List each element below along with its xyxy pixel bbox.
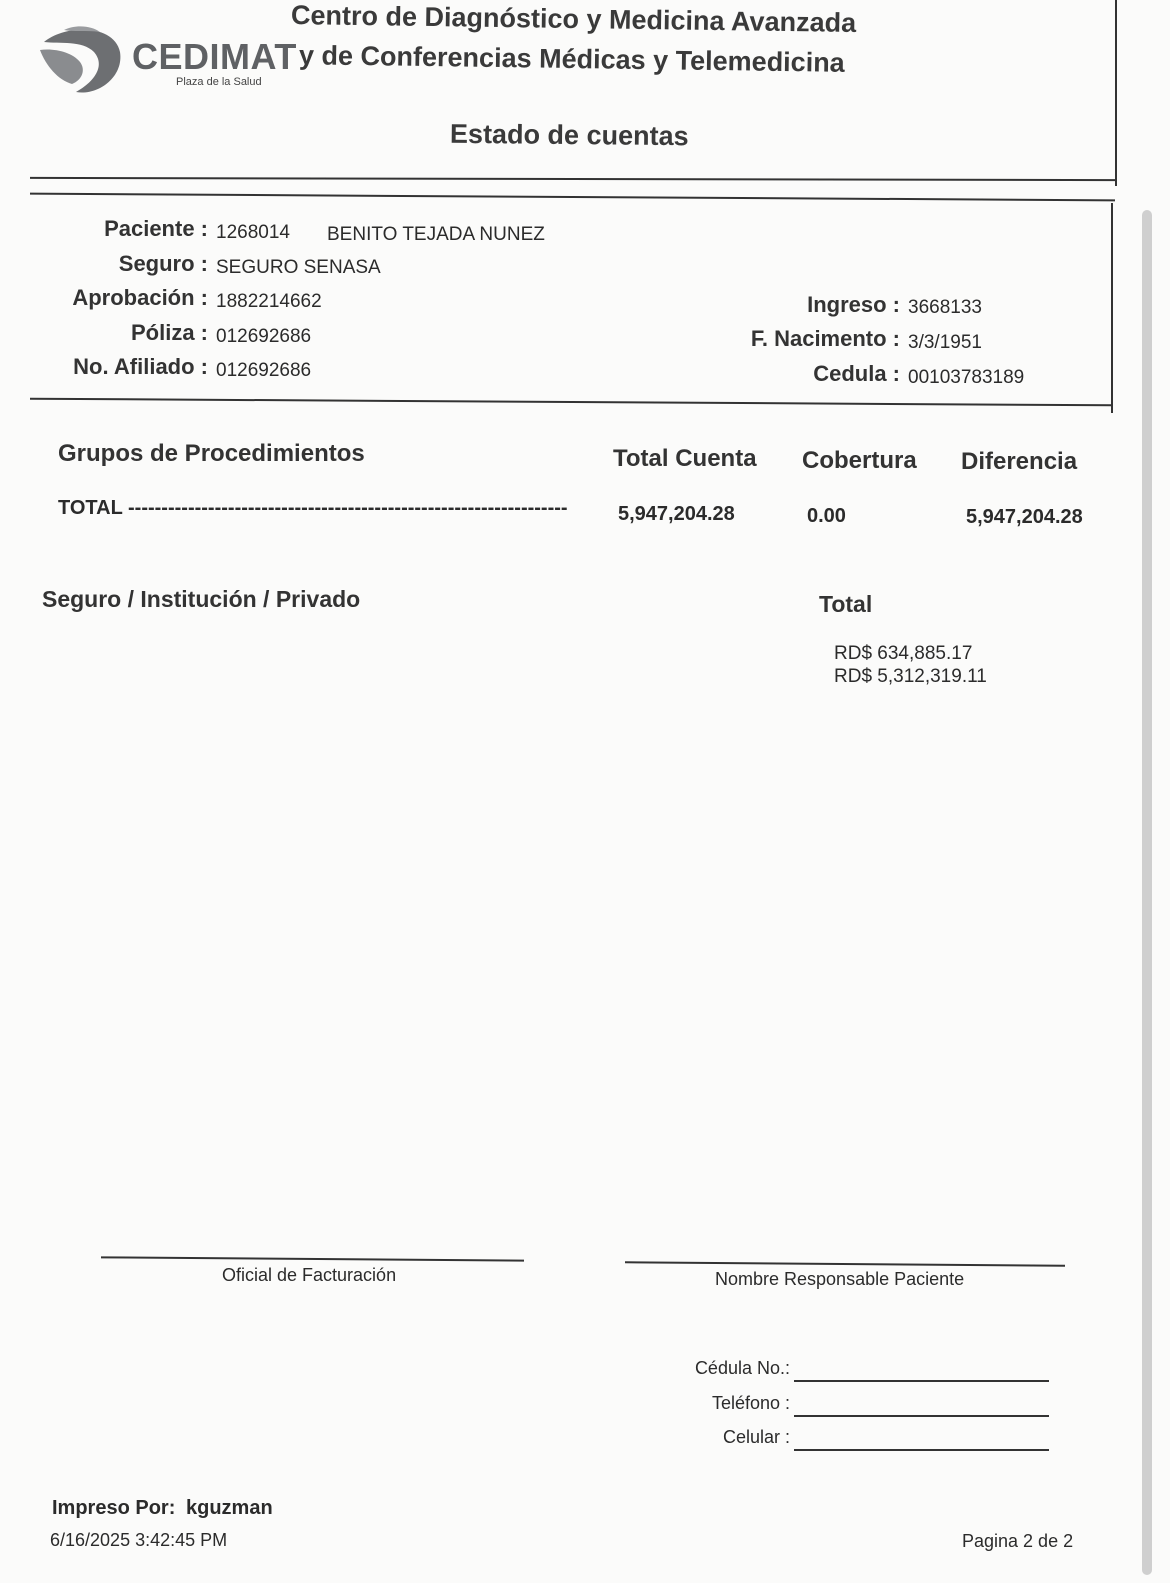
col-cobertura: Cobertura [802, 447, 917, 474]
cedimat-logo [36, 22, 297, 98]
header-border-right [1115, 0, 1117, 186]
telefono-line [794, 1415, 1049, 1417]
total-row-label: TOTAL ------------------------------------------------------------------ [58, 497, 568, 519]
payers-total-header: Total [819, 591, 873, 617]
patient-border-right [1111, 203, 1113, 413]
impreso-label: Impreso Por: [52, 1497, 176, 1519]
header-title-line2: y de Conferencias Médicas y Telemedicina [298, 40, 845, 78]
paciente-label: Paciente : [104, 216, 208, 241]
ingreso-value: 3668133 [908, 297, 982, 318]
aprobacion-value: 1882214662 [216, 291, 322, 312]
seguro-value: SEGURO SENASA [216, 257, 381, 278]
payers-header: Seguro / Institución / Privado [42, 586, 361, 612]
logo-text: CEDIMAT [132, 36, 297, 77]
signature-oficial-label: Oficial de Facturación [222, 1265, 397, 1285]
paciente-name: BENITO TEJADA NUNEZ [327, 224, 545, 245]
celular-line [794, 1449, 1049, 1451]
poliza-label: Póliza : [130, 320, 208, 345]
cedula-no-label: Cédula No.: [694, 1358, 790, 1378]
print-datetime: 6/16/2025 3:42:45 PM [50, 1530, 228, 1550]
signature-line-responsable [625, 1261, 1065, 1266]
impreso-user: kguzman [186, 1497, 273, 1519]
logo-swirl-icon [36, 22, 124, 98]
vertical-scrollbar[interactable] [1142, 210, 1152, 1575]
diferencia-value: 5,947,204.28 [966, 506, 1083, 528]
paciente-id: 1268014 [216, 222, 290, 243]
header-title-line1: Centro de Diagnóstico y Medicina Avanzada [290, 0, 857, 38]
cedula-no-line [794, 1380, 1049, 1382]
patient-border-bottom [30, 398, 1113, 407]
payer-amount-1: RD$ 634,885.17 [834, 643, 973, 664]
seguro-label: Seguro : [118, 251, 208, 276]
cedula-value: 00103783189 [908, 367, 1025, 388]
celular-label: Celular : [722, 1427, 790, 1447]
poliza-value: 012692686 [216, 326, 312, 347]
signature-line-oficial [101, 1256, 524, 1261]
patient-border-top [30, 193, 1115, 202]
logo-subtext: Plaza de la Salud [176, 76, 262, 88]
page-number: Pagina 2 de 2 [962, 1531, 1074, 1551]
header-border-bottom [30, 177, 1117, 181]
nacimiento-label: F. Nacimento : [750, 326, 900, 351]
payer-amount-2: RD$ 5,312,319.11 [834, 666, 987, 687]
signature-responsable-label: Nombre Responsable Paciente [715, 1269, 965, 1289]
cedula-label: Cedula : [813, 361, 900, 386]
nacimiento-value: 3/3/1951 [908, 332, 982, 353]
afiliado-value: 012692686 [216, 360, 312, 381]
document-title: Estado de cuentas [449, 118, 689, 152]
col-diferencia: Diferencia [961, 448, 1078, 475]
col-total-cuenta: Total Cuenta [613, 445, 757, 472]
aprobacion-label: Aprobación : [72, 285, 208, 310]
telefono-label: Teléfono : [711, 1393, 790, 1413]
total-cuenta-value: 5,947,204.28 [618, 503, 735, 525]
afiliado-label: No. Afiliado : [73, 354, 208, 379]
col-grupos: Grupos de Procedimientos [58, 440, 365, 467]
cobertura-value: 0.00 [807, 505, 846, 527]
ingreso-label: Ingreso : [807, 292, 900, 317]
